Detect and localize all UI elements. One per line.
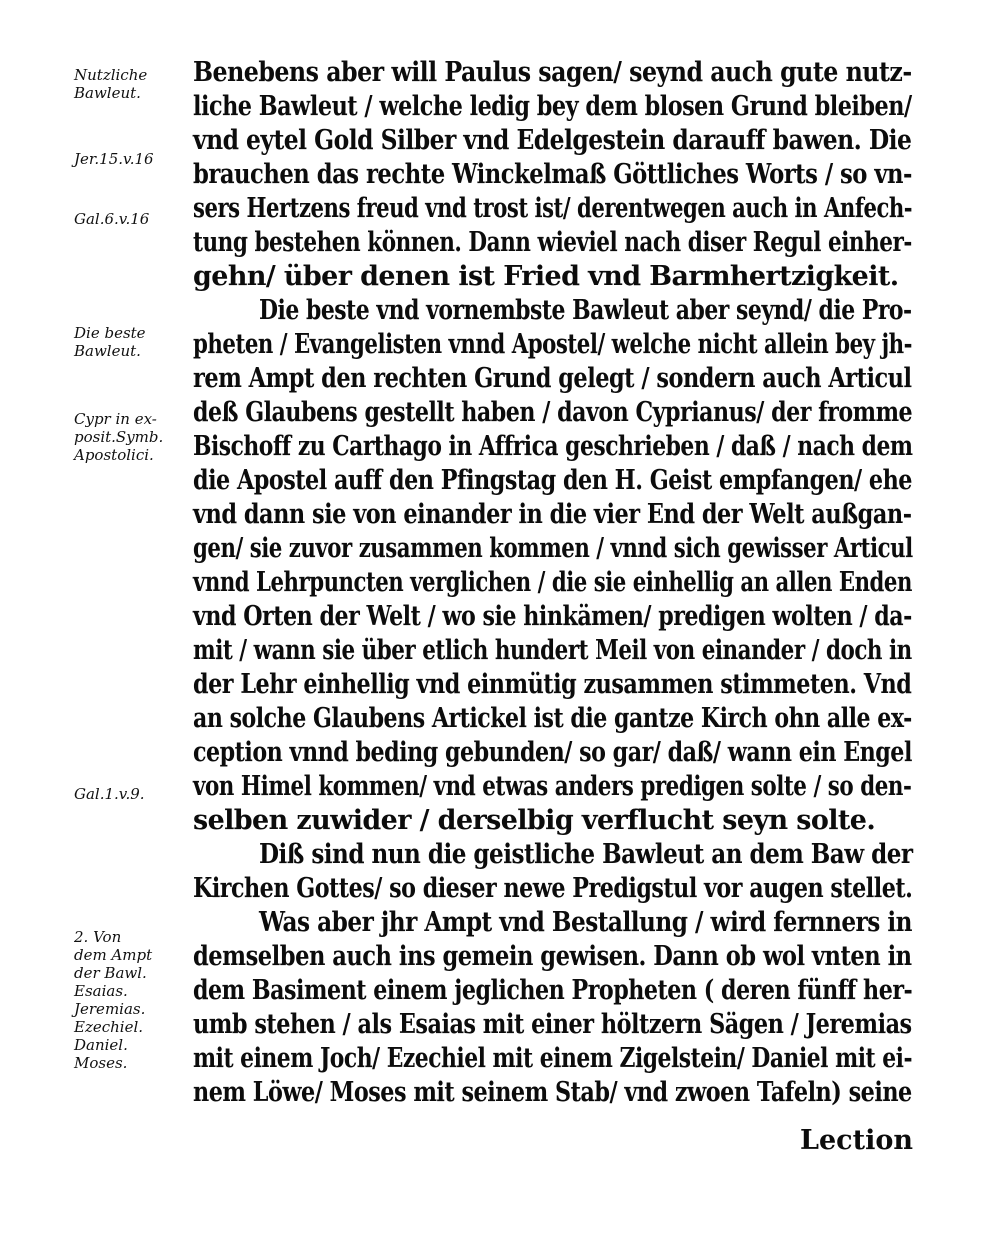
margin-note-von-dem-ampt: 2. Von dem Ampt der Bawl. Esaias. Jeremias. Ezechiel. Daniel. Moses.: [74, 928, 153, 1072]
text-line: die Apostel auff den Pfingstag den H. Geist empfangen/ ehe: [193, 465, 912, 496]
text-line: Diß sind nun die geistliche Bawleut an dem Baw der: [259, 839, 913, 870]
text-line: von Himel kommen/ vnd etwas anders predigen solte / so den-: [193, 771, 912, 802]
text-line: der Lehr einhellig vnd einmütig zusammen stimmeten. Vnd: [193, 669, 912, 700]
text-line: selben zuwider / derselbig verflucht seyn solte.: [193, 805, 876, 836]
text-line: Kirchen Gottes/ so dieser newe Predigstul vor augen stellet.: [193, 873, 913, 904]
text-line: Benebens aber will Paulus sagen/ seynd auch gute nutz-: [193, 57, 912, 88]
text-line: gen/ sie zuvor zusammen kommen / vnnd sich gewisser Articul: [193, 533, 913, 564]
text-line: mit einem Joch/ Ezechiel mit einem Zigelstein/ Daniel mit ei-: [193, 1043, 913, 1074]
text-line: tung bestehen können. Dann wieviel nach diser Regul einher-: [193, 227, 912, 258]
margin-note-nutzliche-bawleut: Nutzliche Bawleut.: [74, 66, 148, 102]
catchword: Lection: [800, 1125, 913, 1156]
text-line: dem Basiment einem jeglichen Propheten ( deren fünff her-: [193, 975, 913, 1006]
text-line: vnd Orten der Welt / wo sie hinkämen/ predigen wolten / da-: [193, 601, 912, 632]
text-line: Die beste vnd vornembste Bawleut aber seynd/ die Pro-: [259, 295, 912, 326]
text-line: brauchen das rechte Winckelmaß Göttliches Worts / so vn-: [193, 159, 912, 190]
text-line: Was aber jhr Ampt vnd Bestallung / wird fernners in: [259, 907, 913, 938]
text-line: nem Löwe/ Moses mit seinem Stab/ vnd zwoen Tafeln) seine: [193, 1077, 912, 1108]
text-line: liche Bawleut / welche ledig bey dem blosen Grund bleiben/: [193, 91, 912, 122]
text-line: Bischoff zu Carthago in Affrica geschrieben / daß / nach dem: [193, 431, 913, 462]
margin-note-cypr-ref: Cypr in ex- posit.Symb. Apostolici.: [74, 410, 164, 464]
text-line: umb stehen / als Esaias mit einer höltzern Sägen / Jeremias: [193, 1009, 912, 1040]
text-line: vnnd Lehrpuncten verglichen / die sie einhellig an allen Enden: [193, 567, 912, 598]
text-line: rem Ampt den rechten Grund gelegt / sondern auch Articul: [193, 363, 912, 394]
text-line: deß Glaubens gestellt haben / davon Cyprianus/ der fromme: [193, 397, 913, 428]
text-line: an solche Glaubens Artickel ist die gantze Kirch ohn alle ex-: [193, 703, 912, 734]
text-line: mit / wann sie über etlich hundert Meil von einander / doch in: [193, 635, 912, 666]
margin-note-gal6-ref: Gal.6.v.16: [74, 210, 150, 228]
text-line: gehn/ über denen ist Fried vnd Barmhertzigkeit.: [193, 261, 899, 292]
scan-top-edge: [0, 0, 1000, 28]
margin-note-die-beste-bawleut: Die beste Bawleut.: [74, 324, 146, 360]
margin-note-gal1-ref: Gal.1.v.9.: [74, 785, 145, 803]
margin-note-jer-ref: Jer.15.v.16: [74, 150, 154, 168]
text-line: demselben auch ins gemein gewisen. Dann ob wol vnten in: [193, 941, 912, 972]
text-line: vnd eytel Gold Silber vnd Edelgestein darauff bawen. Die: [193, 125, 912, 156]
text-line: pheten / Evangelisten vnnd Apostel/ welche nicht allein bey jh-: [193, 329, 913, 360]
text-line: sers Hertzens freud vnd trost ist/ derentwegen auch in Anfech-: [193, 193, 913, 224]
text-line: vnd dann sie von einander in die vier End der Welt außgan-: [193, 499, 912, 530]
text-line: ception vnnd beding gebunden/ so gar/ daß/ wann ein Engel: [193, 737, 912, 768]
